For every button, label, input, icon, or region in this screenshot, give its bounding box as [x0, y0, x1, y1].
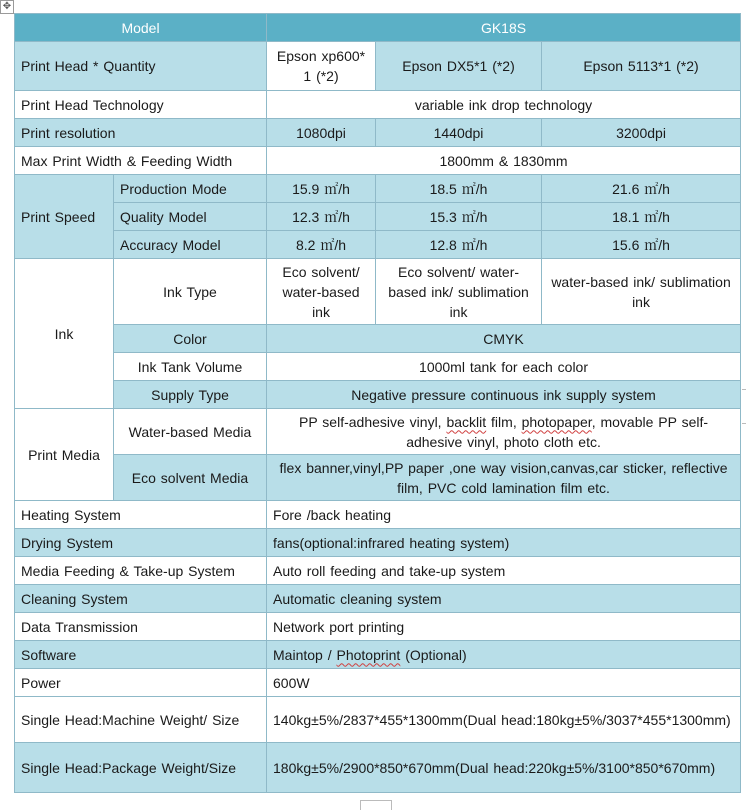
table-row: [15, 641, 741, 669]
page-edge-marker: [742, 423, 746, 424]
table-row: [15, 743, 741, 793]
cell-value: fans(optional:infrared heating system): [267, 529, 741, 557]
row-label: Cleaning System: [15, 585, 267, 613]
cell-value: 3200dpi: [542, 119, 741, 147]
cell-value: Fore /back heating: [267, 501, 741, 529]
row-label: Drying System: [15, 529, 267, 557]
row-label: Print Head * Quantity: [15, 42, 267, 91]
header-model-value: GK18S: [267, 14, 741, 42]
row-label: Software: [15, 641, 267, 669]
cell-value: 15.9 ㎡/h: [267, 175, 376, 203]
cell-value: 15.3 ㎡/h: [376, 203, 542, 231]
cell-value: 180kg±5%/2900*850*670mm(Dual head:220kg±5%/3100*850*670mm): [267, 743, 741, 793]
cell-value: 15.6 ㎡/h: [542, 231, 741, 259]
cell-value: 1440dpi: [376, 119, 542, 147]
row-label: Media Feeding & Take-up System: [15, 557, 267, 585]
table-row: [15, 147, 741, 175]
row-label: Heating System: [15, 501, 267, 529]
table-row: [15, 585, 741, 613]
table-row: [15, 325, 741, 353]
cell-value: PP self-adhesive vinyl, backlit film, photopaper, movable PP self-adhesive vinyl, photo cloth etc.: [267, 409, 741, 455]
cell-value: Automatic cleaning system: [267, 585, 741, 613]
cell-value: 1080dpi: [267, 119, 376, 147]
sub-label: Quality Model: [114, 203, 267, 231]
row-label: Single Head:Package Weight/Size: [15, 743, 267, 793]
cell-value: 12.8 ㎡/h: [376, 231, 542, 259]
cell-value: Epson 5113*1 (*2): [542, 42, 741, 91]
cell-value: Eco solvent/ water-based ink: [267, 259, 376, 325]
row-label: Power: [15, 669, 267, 697]
cell-value: 1000ml tank for each color: [267, 353, 741, 381]
cell-value: Network port printing: [267, 613, 741, 641]
sub-label: Accuracy Model: [114, 231, 267, 259]
header-model-label: Model: [15, 14, 267, 42]
table-row: [15, 381, 741, 409]
group-label: Ink: [15, 259, 114, 409]
page-edge-marker: [742, 389, 746, 390]
sub-label: Production Mode: [114, 175, 267, 203]
table-row: [15, 42, 741, 91]
group-label: Print Speed: [15, 175, 114, 259]
sub-label: Supply Type: [114, 381, 267, 409]
table-row: [15, 613, 741, 641]
sub-label: Ink Type: [114, 259, 267, 325]
table-row: [15, 501, 741, 529]
cell-value: 18.5 ㎡/h: [376, 175, 542, 203]
cell-value: Epson xp600* 1 (*2): [267, 42, 376, 91]
sub-label: Eco solvent Media: [114, 455, 267, 501]
table-row: [15, 557, 741, 585]
cell-value: 12.3 ㎡/h: [267, 203, 376, 231]
cell-value: 600W: [267, 669, 741, 697]
cell-value: Negative pressure continuous ink supply system: [267, 381, 741, 409]
table-row: [15, 119, 741, 147]
table-row: [15, 91, 741, 119]
cell-value: CMYK: [267, 325, 741, 353]
table-row: [15, 231, 741, 259]
spec-table: [14, 13, 741, 793]
row-label: Max Print Width & Feeding Width: [15, 147, 267, 175]
sub-label: Color: [114, 325, 267, 353]
cell-value: variable ink drop technology: [267, 91, 741, 119]
cell-value: 140kg±5%/2837*455*1300mm(Dual head:180kg±5%/3037*455*1300mm): [267, 697, 741, 743]
table-row: [15, 669, 741, 697]
cell-value: flex banner,vinyl,PP paper ,one way vision,canvas,car sticker, reflective film, PVC cold lamination film etc.: [267, 455, 741, 501]
row-label: Single Head:Machine Weight/ Size: [15, 697, 267, 743]
cell-value: 8.2 ㎡/h: [267, 231, 376, 259]
cell-value: Eco solvent/ water-based ink/ sublimation ink: [376, 259, 542, 325]
row-label: Print Head Technology: [15, 91, 267, 119]
table-row: [15, 259, 741, 325]
table-header-row: [15, 14, 741, 42]
table-row: [15, 409, 741, 455]
cell-value: Epson DX5*1 (*2): [376, 42, 542, 91]
table-row: [15, 455, 741, 501]
cell-value: 18.1 ㎡/h: [542, 203, 741, 231]
cell-value: 1800mm & 1830mm: [267, 147, 741, 175]
table-row: [15, 529, 741, 557]
cell-value: Auto roll feeding and take-up system: [267, 557, 741, 585]
table-row: [15, 203, 741, 231]
cell-value: water-based ink/ sublimation ink: [542, 259, 741, 325]
table-move-handle-icon[interactable]: ✥: [0, 0, 14, 14]
sub-label: Ink Tank Volume: [114, 353, 267, 381]
group-label: Print Media: [15, 409, 114, 501]
table-row: [15, 697, 741, 743]
table-row: [15, 353, 741, 381]
row-label: Print resolution: [15, 119, 267, 147]
cell-value: Maintop / Photoprint (Optional): [267, 641, 741, 669]
table-row: [15, 175, 741, 203]
row-label: Data Transmission: [15, 613, 267, 641]
cell-value: 21.6 ㎡/h: [542, 175, 741, 203]
sub-label: Water-based Media: [114, 409, 267, 455]
